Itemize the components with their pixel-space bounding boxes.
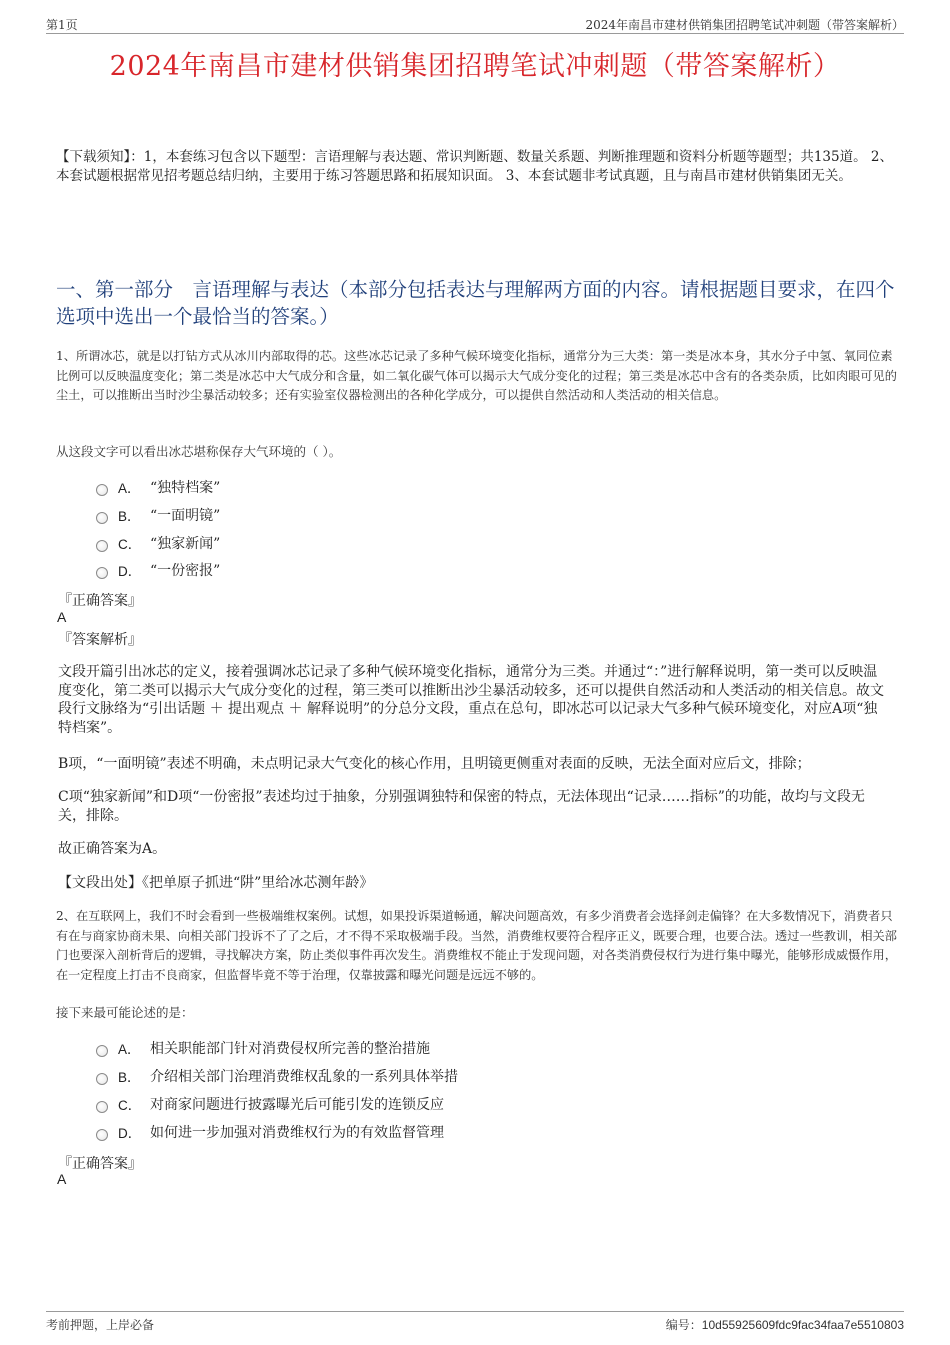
radio-icon[interactable] [96, 1073, 108, 1085]
option-letter: D． [118, 1126, 142, 1141]
option-text: 介绍相关部门治理消费维权乱象的一系列具体举措 [150, 1069, 458, 1085]
q1-option-b[interactable] [96, 505, 220, 525]
option-text: “独特档案” [150, 480, 221, 496]
radio-icon[interactable] [96, 540, 108, 552]
radio-icon[interactable] [96, 1129, 108, 1141]
correct-answer-label: 『正确答案』 [58, 1156, 142, 1172]
option-letter: D． [118, 564, 142, 579]
footer-code-value: 10d55925609fdc9fac34faa7e5510803 [701, 1318, 904, 1332]
document-title: 2024年南昌市建材供销集团招聘笔试冲刺题（带答案解析） [109, 51, 841, 82]
q1-analysis-para-1: 文段开篇引出冰芯的定义，接着强调冰芯记录了多种气候环境变化指标，通常分为三类。并通过“：”进行解释说明，第一类可以反映温度变化，第二类可以揭示大气成分变化的过程，第三类可以推断出沙尘暴活动较多，还可以提供自然活动和人类活动的相关信息。故文段行文脉络为“引出话题 ＋ 提出观点 ＋ 解释说明”的分总分文段，重点在总句，即冰芯可以记录大气多种气候环境变化，对应A项“独特档案”。 [58, 664, 884, 736]
option-letter: B． [118, 1070, 141, 1085]
q2-option-b[interactable] [96, 1066, 458, 1086]
q1-option-a[interactable] [96, 477, 220, 497]
q1-option-d[interactable] [96, 560, 220, 580]
footer-code [666, 1316, 904, 1333]
page-footer [46, 1311, 904, 1333]
option-text: “独家新闻” [150, 536, 221, 552]
option-letter: C． [118, 537, 142, 552]
q2-option-c[interactable] [96, 1094, 444, 1114]
option-text: “一份密报” [150, 563, 221, 579]
correct-answer-label: 『正确答案』 [58, 593, 142, 609]
q2-option-d[interactable] [96, 1122, 444, 1142]
q2-answer: A [57, 1171, 67, 1187]
question-2-stem: 2、在互联网上，我们不时会看到一些极端维权案例。试想，如果投诉渠道畅通，解决问题高效，有多少消费者会选择剑走偏锋？在大多数情况下，消费者只有在与商家协商未果、向相关部门投诉不了了之后，才不得不采取极端手段。当然，消费维权要符合程序正义，既要合理，也要合法。透过一些教训，相关部门也要深入剖析背后的逻辑，寻找解决方案，防止类似事件再次发生。消费维权不能止于发现问题，对各类消费侵权行为进行集中曝光，能够形成威慑作用，在一定程度上打击不良商家，但监督毕竟不等于治理，仅靠披露和曝光问题是远远不够的。 [56, 909, 897, 982]
q2-option-a[interactable] [96, 1038, 430, 1058]
question-1-prompt: 从这段文字可以看出冰芯堪称保存大气环境的（ ）。 [56, 444, 342, 459]
footer-slogan: 考前押题，上岸必备 [46, 1318, 155, 1332]
radio-icon[interactable] [96, 1045, 108, 1057]
analysis-label: 『答案解析』 [58, 632, 142, 648]
option-text: 对商家问题进行披露曝光后可能引发的连锁反应 [150, 1097, 444, 1113]
question-1-stem: 1、所谓冰芯，就是以打钻方式从冰川内部取得的芯。这些冰芯记录了多种气候环境变化指标，通常分为三大类：第一类是冰本身，其水分子中氢、氧同位素比例可以反映温度变化；第二类是冰芯中大气成分和含量，如二氧化碳气体可以揭示大气成分变化的过程；第三类是冰芯中含有的各类杂质，比如肉眼可见的尘土，可以推断出当时沙尘暴活动较多；还有实验室仪器检测出的各种化学成分，可以提供自然活动和人类活动的相关信息。 [56, 349, 897, 402]
option-letter: B． [118, 509, 141, 524]
option-text: 相关职能部门针对消费侵权所完善的整治措施 [150, 1041, 430, 1057]
option-letter: A． [118, 481, 141, 496]
q1-analysis-para-2: B项，“一面明镜”表述不明确，未点明记录大气变化的核心作用，且明镜更侧重对表面的反映，无法全面对应后文，排除； [58, 756, 811, 772]
radio-icon[interactable] [96, 1101, 108, 1113]
option-text: 如何进一步加强对消费维权行为的有效监督管理 [150, 1125, 444, 1141]
q1-analysis-para-3: C项“独家新闻”和D项“一份密报”表述均过于抽象，分别强调独特和保密的特点，无法体现出“记录……指标”的功能，故均与文段无关，排除。 [58, 789, 865, 824]
page-number: 第1页 [46, 18, 78, 32]
radio-icon[interactable] [96, 484, 108, 496]
question-2-prompt: 接下来最可能论述的是： [56, 1005, 194, 1020]
download-notice: 【下载须知】：1，本套练习包含以下题型：言语理解与表达题、常识判断题、数量关系题、判断推理题和资料分析题等题型；共135道。 2、本套试题根据常见招考题总结归纳，主要用于练习答题思路和拓展知识面。 3、本套试题非考试真题，且与南昌市建材供销集团无关。 [56, 149, 893, 184]
radio-icon[interactable] [96, 567, 108, 579]
q1-source: 【文段出处】《把单原子抓进“阱”里给冰芯测年龄》 [58, 875, 374, 891]
option-letter: A． [118, 1042, 141, 1057]
header-doc-title: 2024年南昌市建材供销集团招聘笔试冲刺题（带答案解析） [585, 18, 904, 32]
footer-code-label: 编号： [665, 1318, 702, 1332]
option-letter: C． [118, 1098, 142, 1113]
option-text: “一面明镜” [150, 508, 221, 524]
q1-answer: A [57, 609, 67, 625]
section-heading: 一、第一部分 言语理解与表达（本部分包括表达与理解两方面的内容。请根据题目要求，在四个选项中选出一个最恰当的答案。） [56, 278, 895, 328]
q1-analysis-para-4: 故正确答案为A。 [58, 841, 167, 857]
radio-icon[interactable] [96, 512, 108, 524]
q1-option-c[interactable] [96, 533, 220, 553]
page-header [46, 14, 904, 34]
